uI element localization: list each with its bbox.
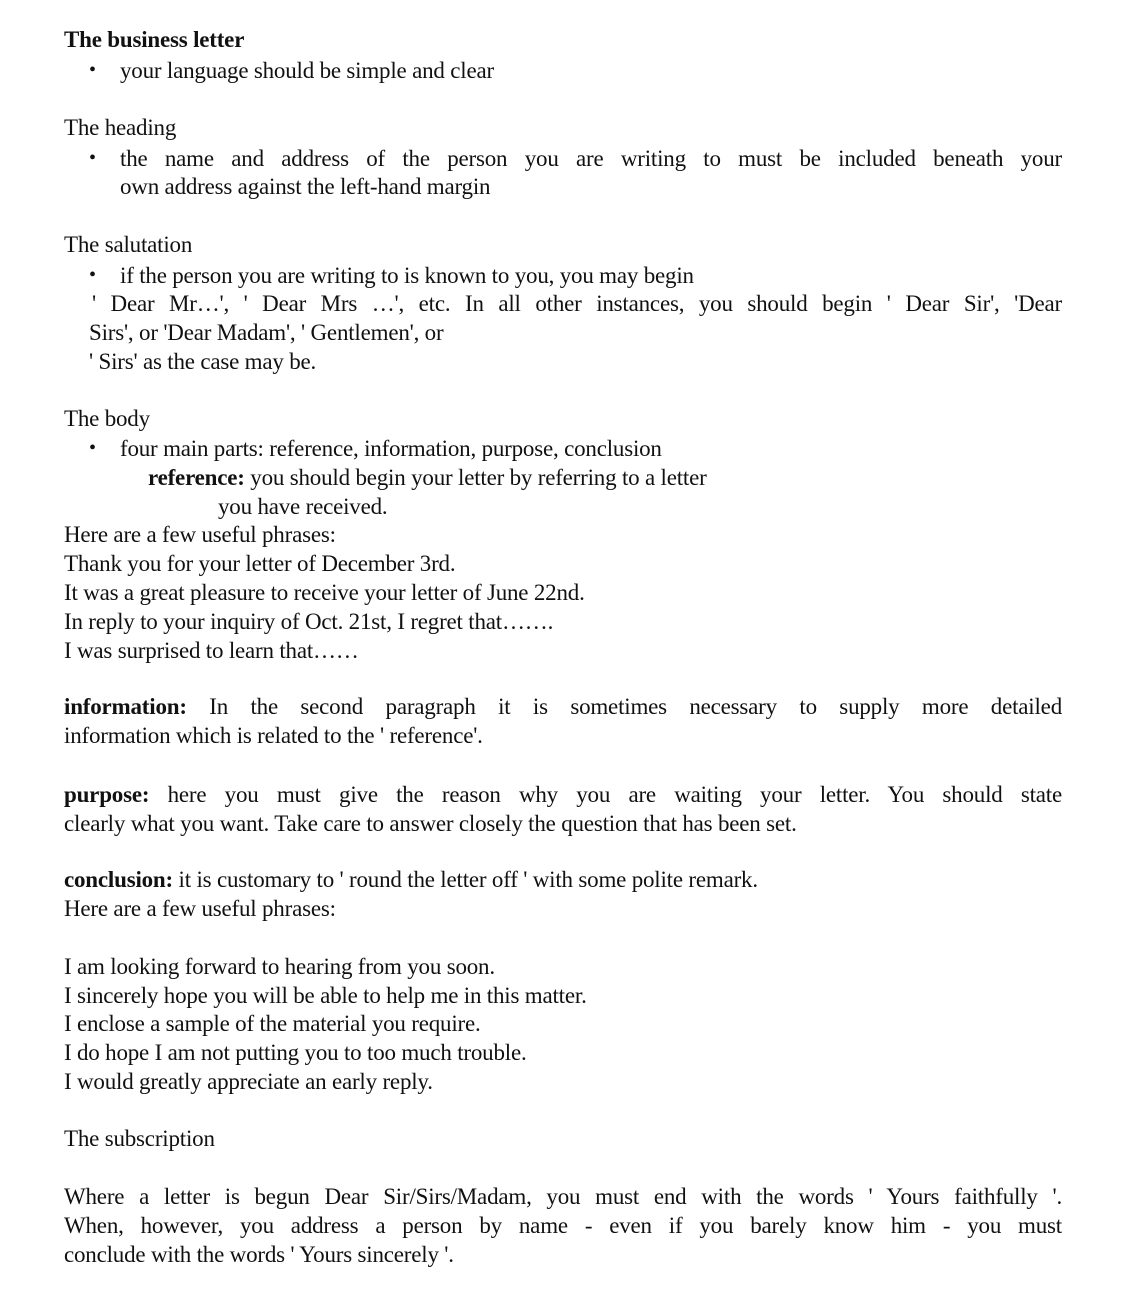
reference-label: reference: <box>148 465 245 490</box>
bullet-icon: • <box>89 264 97 286</box>
section-title-heading: The heading <box>64 115 177 140</box>
body-phrase: I was surprised to learn that…… <box>64 638 359 663</box>
conclusion-line1 <box>64 865 758 894</box>
section-title-body: The body <box>64 406 150 431</box>
body-phrase: It was a great pleasure to receive your letter of June 22nd. <box>64 580 585 605</box>
body-phrases-intro: Here are a few useful phrases: <box>64 522 336 547</box>
information-line1 <box>64 692 1062 721</box>
body-bullet: four main parts: reference, information, purpose, conclusion <box>120 436 662 461</box>
conclusion-text: it is customary to ' round the letter off ' with some polite remark. <box>172 867 758 892</box>
information-line2: information which is related to the ' reference'. <box>64 723 483 748</box>
business-letter-bullet: your language should be simple and clear <box>120 58 494 83</box>
body-reference <box>148 463 707 492</box>
salutation-line4: ' Sirs' as the case may be. <box>89 349 317 374</box>
conclusion-phrase: I sincerely hope you will be able to help me in this matter. <box>64 983 587 1008</box>
body-phrase: In reply to your inquiry of Oct. 21st, I regret that……. <box>64 609 554 634</box>
heading-bullet-line2: own address against the left-hand margin <box>120 174 491 199</box>
body-reference-cont: you have received. <box>218 494 388 519</box>
conclusion-phrase: I do hope I am not putting you to too much trouble. <box>64 1040 527 1065</box>
bullet-icon: • <box>89 437 97 459</box>
reference-text: you should begin your letter by referring to a letter <box>244 465 707 490</box>
body-phrase: Thank you for your letter of December 3rd. <box>64 551 456 576</box>
purpose-label: purpose: <box>64 782 150 807</box>
information-text: In the second paragraph it is sometimes necessary to supply more detailed <box>186 694 1062 719</box>
salutation-line3: Sirs', or 'Dear Madam', ' Gentlemen', or <box>89 320 444 345</box>
subscription-line1: Where a letter is begun Dear Sir/Sirs/Madam, you must end with the words ' Yours faithfully '. <box>64 1184 1062 1209</box>
subscription-line3: conclude with the words ' Yours sincerely '. <box>64 1242 454 1267</box>
purpose-line1 <box>64 780 1062 809</box>
salutation-bullet-line1: if the person you are writing to is known to you, you may begin <box>120 263 694 288</box>
conclusion-phrase: I enclose a sample of the material you require. <box>64 1011 481 1036</box>
conclusion-phrase: I would greatly appreciate an early reply. <box>64 1069 433 1094</box>
information-label: information: <box>64 694 187 719</box>
salutation-line2: ' Dear Mr…', ' Dear Mrs …', etc. In all other instances, you should begin ' Dear Sir', 'Dear <box>92 291 1062 316</box>
conclusion-phrases-intro: Here are a few useful phrases: <box>64 896 336 921</box>
heading-bullet-line1: the name and address of the person you are writing to must be included beneath your <box>120 146 1062 171</box>
section-title-business-letter: The business letter <box>64 27 245 52</box>
conclusion-phrase: I am looking forward to hearing from you soon. <box>64 954 495 979</box>
bullet-icon: • <box>89 59 97 81</box>
conclusion-label: conclusion: <box>64 867 173 892</box>
purpose-line2: clearly what you want. Take care to answer closely the question that has been set. <box>64 811 797 836</box>
bullet-icon: • <box>89 147 97 169</box>
section-title-salutation: The salutation <box>64 232 193 257</box>
purpose-text: here you must give the reason why you are waiting your letter. You should state <box>149 782 1062 807</box>
section-title-subscription: The subscription <box>64 1126 215 1151</box>
subscription-line2: When, however, you address a person by name - even if you barely know him - you must <box>64 1213 1062 1238</box>
